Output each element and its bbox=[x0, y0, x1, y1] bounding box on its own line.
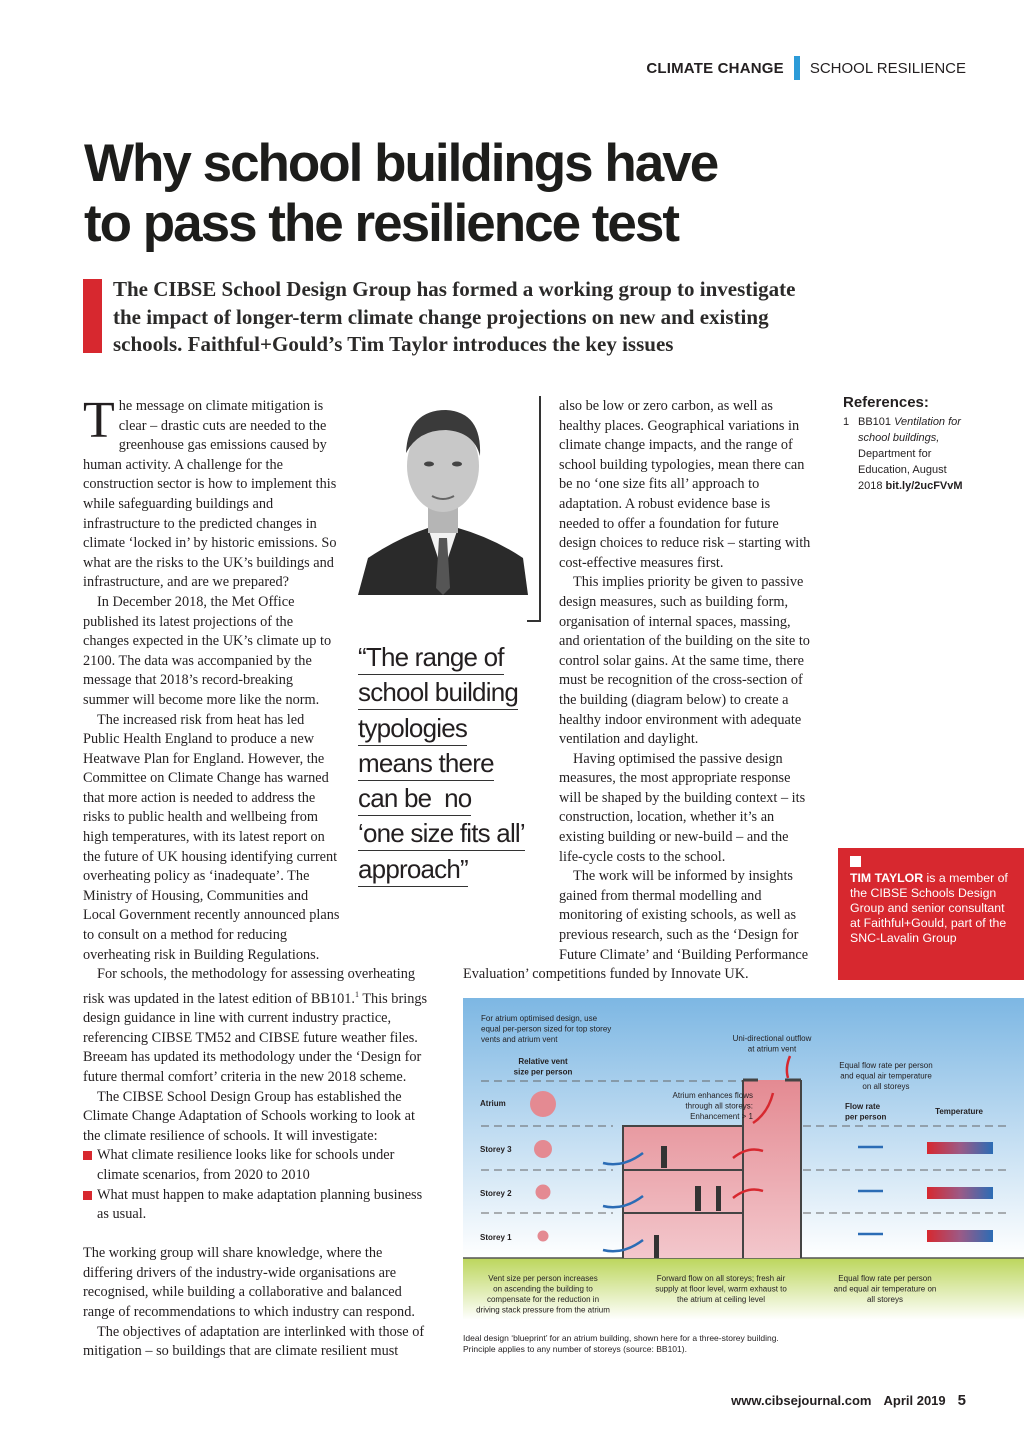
page-footer bbox=[731, 1392, 966, 1409]
body-paragraph bbox=[83, 965, 431, 1087]
section-header bbox=[646, 56, 966, 80]
bottom-note: supply at floor level, warm exhaust to bbox=[655, 1284, 787, 1294]
bottom-note: on ascending the building to bbox=[493, 1284, 593, 1294]
vent-size-heading: Relative vent bbox=[518, 1057, 568, 1066]
bullet-item: What climate resilience looks like for schools under climate scenarios, from 2020 to 2010 bbox=[83, 1146, 431, 1185]
body-paragraph: In December 2018, the Met Office published its latest projections of the changes expected in the UK’s climate up to 2100. The data was accompanied by the message that 2018’s record-breaking summer will become more like the norm. bbox=[83, 593, 332, 708]
references bbox=[843, 394, 1013, 494]
body-paragraph: This implies priority be given to passive design measures, such as building form, organisation of internal spaces, massing, and orientation of the building on the site to control solar gains. At the same time, there must be recognition of the cross-section of the building (diagram below) to create a healthy indoor environment with adequate ventilation and daylight. bbox=[559, 574, 810, 748]
pull-quote-line: typologies bbox=[358, 712, 467, 746]
footer-date: April 2019 bbox=[883, 1393, 946, 1408]
standfirst-tail: introduces the key issues bbox=[447, 332, 674, 356]
equal-flow-label: on all storeys bbox=[862, 1082, 910, 1091]
temperature-heading: Temperature bbox=[935, 1107, 983, 1116]
temperature-bar bbox=[927, 1142, 993, 1154]
bottom-note: Forward flow on all storeys; fresh air bbox=[656, 1274, 786, 1283]
header-divider bbox=[794, 56, 800, 80]
atrium-ventilation-diagram bbox=[463, 998, 1024, 1320]
temperature-bar bbox=[927, 1187, 993, 1199]
page-number: 5 bbox=[957, 1392, 966, 1409]
pull-quote-line: approach” bbox=[358, 853, 468, 887]
vent-size-storey3 bbox=[534, 1140, 552, 1158]
body-paragraph: also be low or zero carbon, as well as healthy places. Geographical variations in climate change impacts, and the range of school building typologies, mean there can be no ‘one size fits all’ approach to adaptation. A robust evidence base is needed to offer a foundation for future design choices to reduce risk – starting with cost-effective measures first. bbox=[559, 398, 811, 571]
drop-cap: T bbox=[83, 392, 115, 449]
diagram-note: For atrium optimised design, use bbox=[481, 1014, 598, 1023]
outflow-label: at atrium vent bbox=[747, 1044, 797, 1054]
atrium-enhancement-label: through all storeys: bbox=[685, 1101, 753, 1111]
body-paragraph: The work will be informed by insights gained from thermal modelling and monitoring of existing schools, as well as previous research, such as the ‘Design for Future Climate’ and ‘Building Performance Evaluation’ competitions funded by Innovate UK. bbox=[463, 868, 809, 983]
references-heading: References: bbox=[843, 394, 929, 411]
title-line: Why school buildings have bbox=[84, 134, 718, 193]
bullet-list bbox=[83, 1146, 431, 1224]
article-title bbox=[84, 134, 844, 254]
bottom-note: compensate for the reduction in bbox=[486, 1295, 600, 1304]
bottom-note: Equal flow rate per person bbox=[838, 1274, 932, 1283]
temperature-bar bbox=[927, 1230, 993, 1242]
reference-title: Ventilation for school buildings, bbox=[858, 416, 961, 444]
bio-text: is a member of the CIBSE Schools Design Group and senior consultant at Faithful+Gould, part of the SNC-Lavalin Group bbox=[850, 871, 1008, 945]
bottom-note: and equal air temperature on bbox=[833, 1284, 937, 1294]
body-column-middle bbox=[463, 397, 811, 985]
pull-quote-line: can be no bbox=[358, 782, 471, 816]
vent-size-atrium bbox=[530, 1091, 556, 1117]
standfirst-author: Tim Taylor bbox=[347, 332, 448, 356]
diagram-caption: Ideal design ‘blueprint’ for an atrium building, shown here for a three-storey building. Principle applies to any number of storeys (source: BB101). bbox=[463, 1333, 779, 1354]
vent-size-storey1 bbox=[538, 1231, 549, 1242]
row-label: Atrium bbox=[480, 1099, 506, 1108]
reference-link[interactable]: bit.ly/2ucFVvM bbox=[885, 480, 963, 492]
reference-number: 1 bbox=[843, 416, 850, 428]
subsection-label: SCHOOL RESILIENCE bbox=[809, 59, 966, 77]
row-label: Storey 2 bbox=[480, 1189, 512, 1198]
paragraph-text: This brings design guidance in line with current industry practice, referencing CIBSE TM52 and CIBSE future weather files. Breeam has updated its methodology under the ‘Design for future thermal comfort’ criteria in the new 2018 scheme. bbox=[83, 990, 428, 1085]
body-paragraph: The objectives of adaptation are interlinked with those of mitigation – so buildings that are climate resilient must bbox=[83, 1323, 425, 1360]
bottom-note: Vent size per person increases bbox=[488, 1274, 598, 1283]
paragraph-text: For schools, the methodology for assessing overheating risk was updated in the latest edition of BB101. bbox=[83, 966, 416, 1007]
title-line: to pass the resilience test bbox=[84, 194, 679, 253]
atrium-enhancement-label: Atrium enhances flows bbox=[672, 1091, 753, 1100]
vent-size-heading: size per person bbox=[513, 1067, 573, 1077]
body-paragraph: Having optimised the passive design measures, the most appropriate response will be shaped by the building context – its construction, location, whether it’s an existing building or new-build – and the life-cycle costs to the school. bbox=[559, 750, 806, 865]
equal-flow-label: Equal flow rate per person bbox=[839, 1061, 933, 1070]
body-paragraph: The increased risk from heat has led Public Health England to produce a new Heatwave Plan for England. However, the Committee on Climate Change has warned that more action is needed to address the risks to public health and wellbeing from high temperatures, with its latest report on the future of UK housing identifying current overheating policy as ‘inadequate’. The Ministry of Housing, Communities and Local Government recently announced plans to consult on a method for reducing overheating risk in Building Regulations. bbox=[83, 711, 340, 963]
reference-item bbox=[843, 414, 1013, 494]
footnote-marker: 1 bbox=[355, 989, 359, 999]
pull-quote-line: means there bbox=[358, 747, 494, 781]
row-label: Storey 3 bbox=[480, 1145, 512, 1154]
author-bio-box bbox=[838, 848, 1024, 980]
footer-url[interactable]: www.cibsejournal.com bbox=[731, 1393, 872, 1408]
flow-rate-heading: per person bbox=[845, 1112, 887, 1122]
section-label: CLIMATE CHANGE bbox=[646, 59, 784, 77]
vent-size-storey2 bbox=[536, 1185, 551, 1200]
pull-quote-line: “The range of bbox=[358, 641, 504, 675]
pull-quote-line: school building bbox=[358, 676, 518, 710]
body-paragraph: The CIBSE School Design Group has established the Climate Change Adaptation of Schools working to look at the climate resilience of schools. It will investigate: bbox=[83, 1088, 415, 1144]
standfirst bbox=[113, 276, 813, 359]
bio-name: TIM TAYLOR bbox=[850, 871, 924, 885]
reference-text: Department for Education, August 2018 bbox=[858, 448, 947, 492]
body-paragraph: The working group will share knowledge, where the differing drivers of the industry-wide organisations are recognised, while building a collaborative and balanced range of recommendations to which industry can respond. bbox=[83, 1245, 415, 1321]
diagram-note: equal per-person sized for top storey bbox=[481, 1024, 612, 1034]
bullet-item: What must happen to make adaptation planning business as usual. bbox=[83, 1186, 431, 1225]
bottom-note: all storeys bbox=[866, 1295, 904, 1304]
row-label: Storey 1 bbox=[480, 1233, 512, 1242]
flow-rate-heading: Flow rate bbox=[845, 1102, 881, 1111]
equal-flow-label: and equal air temperature bbox=[840, 1071, 932, 1081]
outflow-label: Uni-directional outflow bbox=[732, 1034, 812, 1043]
atrium-enhancement-label: Enhancement > 1 bbox=[690, 1112, 753, 1121]
bottom-note: the atrium at ceiling level bbox=[676, 1295, 766, 1304]
standfirst-accent-bar bbox=[83, 279, 102, 353]
standfirst-text: The CIBSE School Design Group has formed a working group to investigate the impact of longer-term climate change projections on new and existing schools. Faithful+Gould’s bbox=[113, 277, 796, 356]
diagram-note: vents and atrium vent bbox=[481, 1035, 558, 1044]
paragraph-text: he message on climate mitigation is clear – drastic cuts are needed to the greenhouse gas emissions caused by human activity. A challenge for the construction sector is how to implement this while safeguarding buildings and infrastructure to the predicted changes in climate ‘locked in’ by historic emissions. So what are the risks to the UK’s buildings and infrastructure, and are we prepared? bbox=[83, 398, 337, 591]
reference-text: BB101 bbox=[858, 416, 895, 428]
square-icon bbox=[850, 856, 861, 867]
bottom-note: driving stack pressure from the atrium bbox=[476, 1305, 610, 1315]
pull-quote-line: ‘one size fits all’ bbox=[358, 817, 525, 851]
